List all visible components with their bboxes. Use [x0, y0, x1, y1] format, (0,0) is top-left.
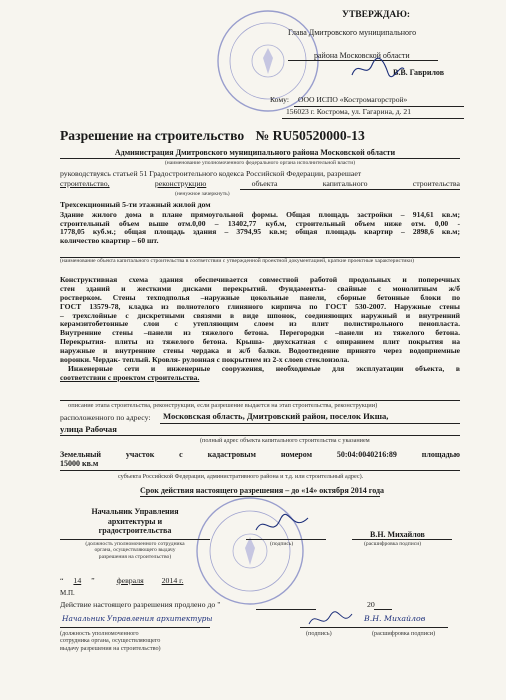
object-line: количество квартир – 60 шт.	[60, 236, 159, 246]
object-line: Здание жилого дома в плане прямоугольной формы. Общая площадь застройки – 914,61 кв.м;	[60, 210, 460, 219]
chief-caption-line: органа, осуществляющего выдачу	[94, 547, 176, 554]
chief-caption	[60, 541, 210, 560]
object-line: строительный объем выше отм.0,00 – 13402,77 куб.м, строительный объем ниже отм. 0,00 -	[60, 218, 460, 228]
design-line: керамзитобетонные слои с утепляющим слоем из плит полистирольного пенопласта.	[60, 319, 460, 329]
design-description	[60, 276, 460, 383]
chief-name: В.Н. Михайлов	[370, 530, 425, 539]
extension-hand-name: В.Н. Михайлов	[364, 614, 426, 623]
design-line: Инженерные сети и инженерные сооружения, необходимые для эксплуатации объекта, в	[68, 363, 460, 373]
approval-signature	[348, 55, 408, 83]
title-text: Разрешение на строительство	[60, 128, 245, 143]
extension-sign-caption: (подпись)	[306, 630, 332, 637]
extension-caption-line: выдачу разрешения на строительство)	[60, 644, 161, 652]
construction-word-3: объекта	[251, 179, 278, 188]
mp-label: М.П.	[60, 589, 75, 597]
construction-word-4: капитального	[322, 179, 368, 188]
land-line: 15000 кв.м	[60, 459, 99, 469]
chief-caption-line: (должность уполномоченного сотрудника	[85, 541, 185, 547]
date-day: 14	[73, 576, 82, 585]
recipient-label: Кому:	[270, 95, 289, 104]
issuer: Администрация Дмитровского муниципального района Московской области	[114, 148, 396, 157]
design-line: соответствии с проектом строительства.	[60, 372, 200, 382]
extension-signature	[306, 608, 356, 632]
strike-caption: (ненужное зачеркнуть)	[175, 191, 230, 197]
object-line: 1778,05 куб.м.; общая площадь здания – 3794,95 кв.м; общая площадь квартир – 2898,6 кв.м;	[60, 227, 460, 237]
extension-year: 20	[367, 600, 375, 609]
design-line: Перекрытия- плиты из тяжелого бетона. Крыша- двухскатная с опиранием плит покрытия на	[60, 337, 460, 347]
design-line: ГОСТ 13579-78, кладка из полнотелого глиняного кирпича по ГОСТ 530-2007. Наружные стены	[60, 301, 460, 311]
chief-line: градостроительства	[98, 526, 172, 536]
design-line: ростверком. Стены техподполья –наружные цокольные панели, сборные бетонные блоки по	[60, 292, 460, 302]
location-value: Московская область, Дмитровский район, поселок Икша,	[163, 411, 389, 421]
design-line: – трехслойные с дискретными связями в виде шпонок, соединяющих наружный и внутренний	[60, 310, 460, 320]
issuer-caption: (наименование уполномоченного федерального органа исполнительной власти)	[164, 160, 356, 166]
issue-date: “ 14 ” февраля 2014 г.	[60, 577, 187, 586]
subject-caption: субъекта Российской Федерации, административного района и т.д. или строительный адрес).	[118, 473, 364, 480]
recipient-address: 156023 г. Кострома, ул. Гагарина, д. 21	[286, 107, 412, 116]
design-line: наружные и внутренние стены чердака и ж/б балки. Водоотведение принято через водоприемные	[60, 346, 460, 355]
land-line: Земельный участок с кадастровым номером 50:04:0040216:89 площадью	[60, 450, 460, 459]
date-month: февраля	[116, 576, 144, 585]
construction-word-5: строительства	[412, 179, 460, 188]
chief-name-caption: (расшифровка подписи)	[364, 541, 422, 547]
design-line: Внутренние стены –панели из тяжелого бетона. Перегородки –панели из тяжелого бетона.	[60, 328, 460, 338]
recipient-name: ООО ИСПО «Костромагорстрой»	[298, 95, 408, 104]
extension-caption-line: (должность уполномоченного	[60, 630, 139, 637]
chief-signature	[252, 512, 312, 540]
basis-text: руководствуясь статьей 51 Градостроительного кодекса Российской Федерации, разрешает	[60, 169, 362, 178]
approval-signer: В.В. Гаврилов	[393, 68, 445, 77]
date-year: 2014 г.	[161, 576, 184, 585]
design-line: воронки. Чердак- теплый. Кровля- рулонная с покрытием из 2-х слоев стеклоизола.	[60, 354, 350, 364]
stage-caption: описание этапа строительства, реконструкции, если разрешение выдается на этап строительства, реконструкции)	[68, 402, 378, 409]
chief-line: архитектуры и	[107, 516, 163, 526]
location-label: расположенного по адресу:	[60, 413, 151, 422]
permit-number: № RU50520000-13	[255, 128, 365, 143]
object-caption: (наименование объекта капитального строительства в соответствии с утвержденной проектной документацией, краткие проектные характеристики)	[60, 258, 414, 264]
approval-line-2: района Московской области	[314, 51, 410, 60]
object-description	[60, 211, 460, 246]
chief-line: Начальник Управления	[91, 507, 179, 516]
approval-line-1: Глава Дмитровского муниципального	[288, 28, 417, 37]
extension-name-caption: (расшифровка подписи)	[372, 630, 436, 637]
construction-word-2: реконструкцию	[154, 179, 207, 188]
design-line: стен зданий и жесткими дисками перекрытий. Фундаменты- свайные с монолитным ж/б	[60, 283, 460, 293]
address-caption: (полный адрес объекта капитального строительства с указанием	[200, 437, 370, 444]
extension-text: Действие настоящего разрешения продлено до "	[60, 600, 221, 609]
chief-sign-caption: (подпись)	[270, 541, 294, 547]
validity: Срок действия настоящего разрешения – до «14» октября 2014 года	[140, 486, 385, 495]
extension-position-caption	[60, 630, 161, 652]
design-line: Конструктивная схема здания обеспечивается совместной работой продольных и поперечных	[60, 275, 460, 284]
location-value-2: улица Рабочая	[60, 424, 117, 434]
approval-heading: УТВЕРЖДАЮ:	[342, 10, 411, 20]
object-title: Трехсекционный 5-ти этажный жилой дом	[60, 200, 211, 209]
document-title	[60, 128, 460, 144]
construction-line	[60, 180, 460, 189]
construction-word-1: строительство,	[60, 179, 110, 188]
land-info	[60, 450, 460, 468]
extension-caption-line: сотрудника органа, осуществляющего	[60, 637, 161, 645]
chief-position	[75, 507, 195, 536]
chief-caption-line: разрешения на строительство)	[98, 553, 172, 560]
extension-hand-position: Начальник Управления архитектуры	[62, 615, 212, 623]
